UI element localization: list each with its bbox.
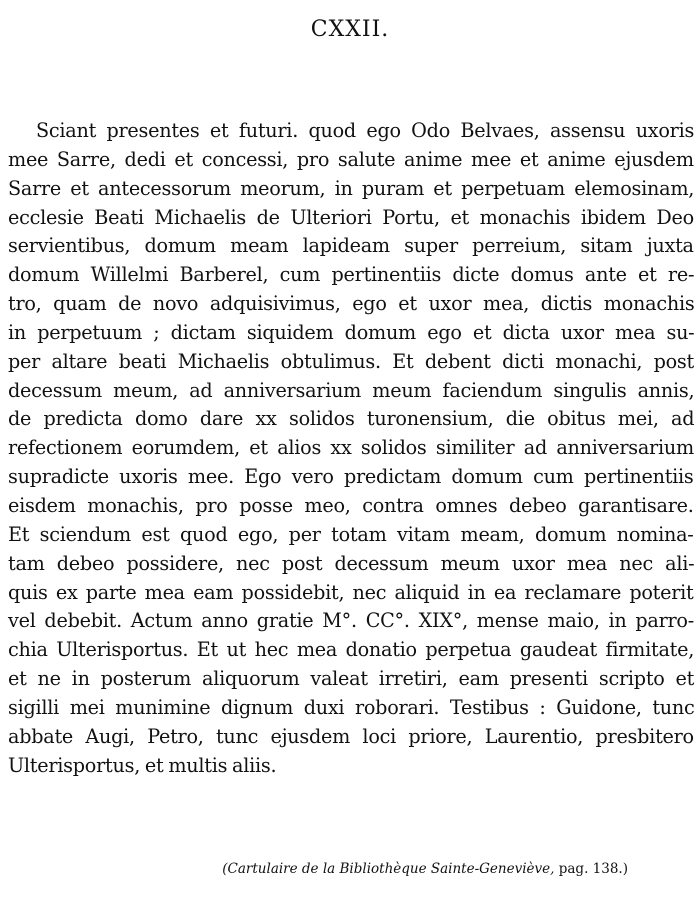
text-line: Et sciendum est quod ego, per totam vitam meam, domum nomina- (8, 522, 694, 546)
text-line: abbate Augi, Petro, tunc ejusdem loci priore, Laurentio, presbitero (8, 724, 694, 748)
text-line: tam debeo possidere, nec post decessum meum uxor mea nec ali- (8, 551, 695, 575)
text-line: mee Sarre, dedi et concessi, pro salute anime mee et anime ejusdem (8, 147, 694, 171)
text-line: chia Ulterisportus. Et ut hec mea donatio perpetua gaudeat firmitate, (8, 638, 695, 662)
text-line: Sciant presentes et futuri. quod ego Odo Belvaes, assensu uxoris (36, 119, 695, 142)
text-line: decessum meum, ad anniversarium meum faciendum singulis annis, (8, 378, 695, 402)
text-line: tro, quam de novo adquisivimus, ego et uxor mea, dictis monachis (8, 292, 695, 316)
text-line: de predicta domo dare xx solidos turonensium, die obitus mei, ad (8, 407, 695, 431)
text-line: in perpetuum ; dictam siquidem domum ego et dicta uxor mea su- (8, 320, 695, 344)
text-line: Sarre et antecessorum meorum, in puram et perpetuam elemosinam, (8, 176, 695, 200)
source-work-title: (Cartulaire de la Bibliothèque Sainte-Geneviève, (222, 861, 555, 877)
text-line: domum Willelmi Barberel, cum pertinentiis dicte domus ante et re- (8, 263, 695, 287)
text-line: refectionem eorumdem, et alios xx solidos similiter ad anniversarium (8, 436, 694, 460)
text-line: eisdem monachis, pro posse meo, contra omnes debeo garantisare. (8, 493, 694, 517)
text-line: per altare beati Michaelis obtulimus. Et debent dicti monachi, post (8, 349, 694, 373)
text-line: servientibus, domum meam lapideam super perreium, sitam juxta (8, 234, 694, 258)
source-citation (0, 858, 628, 880)
source-page-reference: pag. 138.) (554, 861, 628, 877)
charter-number-heading: CXXII. (310, 17, 390, 42)
charter-body-text (8, 117, 694, 780)
text-line: et ne in posterum aliquorum valeat irretiri, eam presenti scripto et (8, 667, 695, 691)
text-line: supradicte uxoris mee. Ego vero predictam domum cum pertinentiis (8, 465, 694, 489)
text-line: Ulterisportus, et multis aliis. (8, 753, 277, 777)
text-line: vel debebit. Actum anno gratie M°. CC°. XIX°, mense maio, in parro- (8, 609, 694, 633)
text-line: ecclesie Beati Michaelis de Ulteriori Portu, et monachis ibidem Deo (8, 205, 694, 229)
text-line: sigilli mei munimine dignum duxi roborari. Testibus : Guidone, tunc (8, 695, 695, 719)
text-line: quis ex parte mea eam possidebit, nec aliquid in ea reclamare poterit (8, 580, 694, 604)
